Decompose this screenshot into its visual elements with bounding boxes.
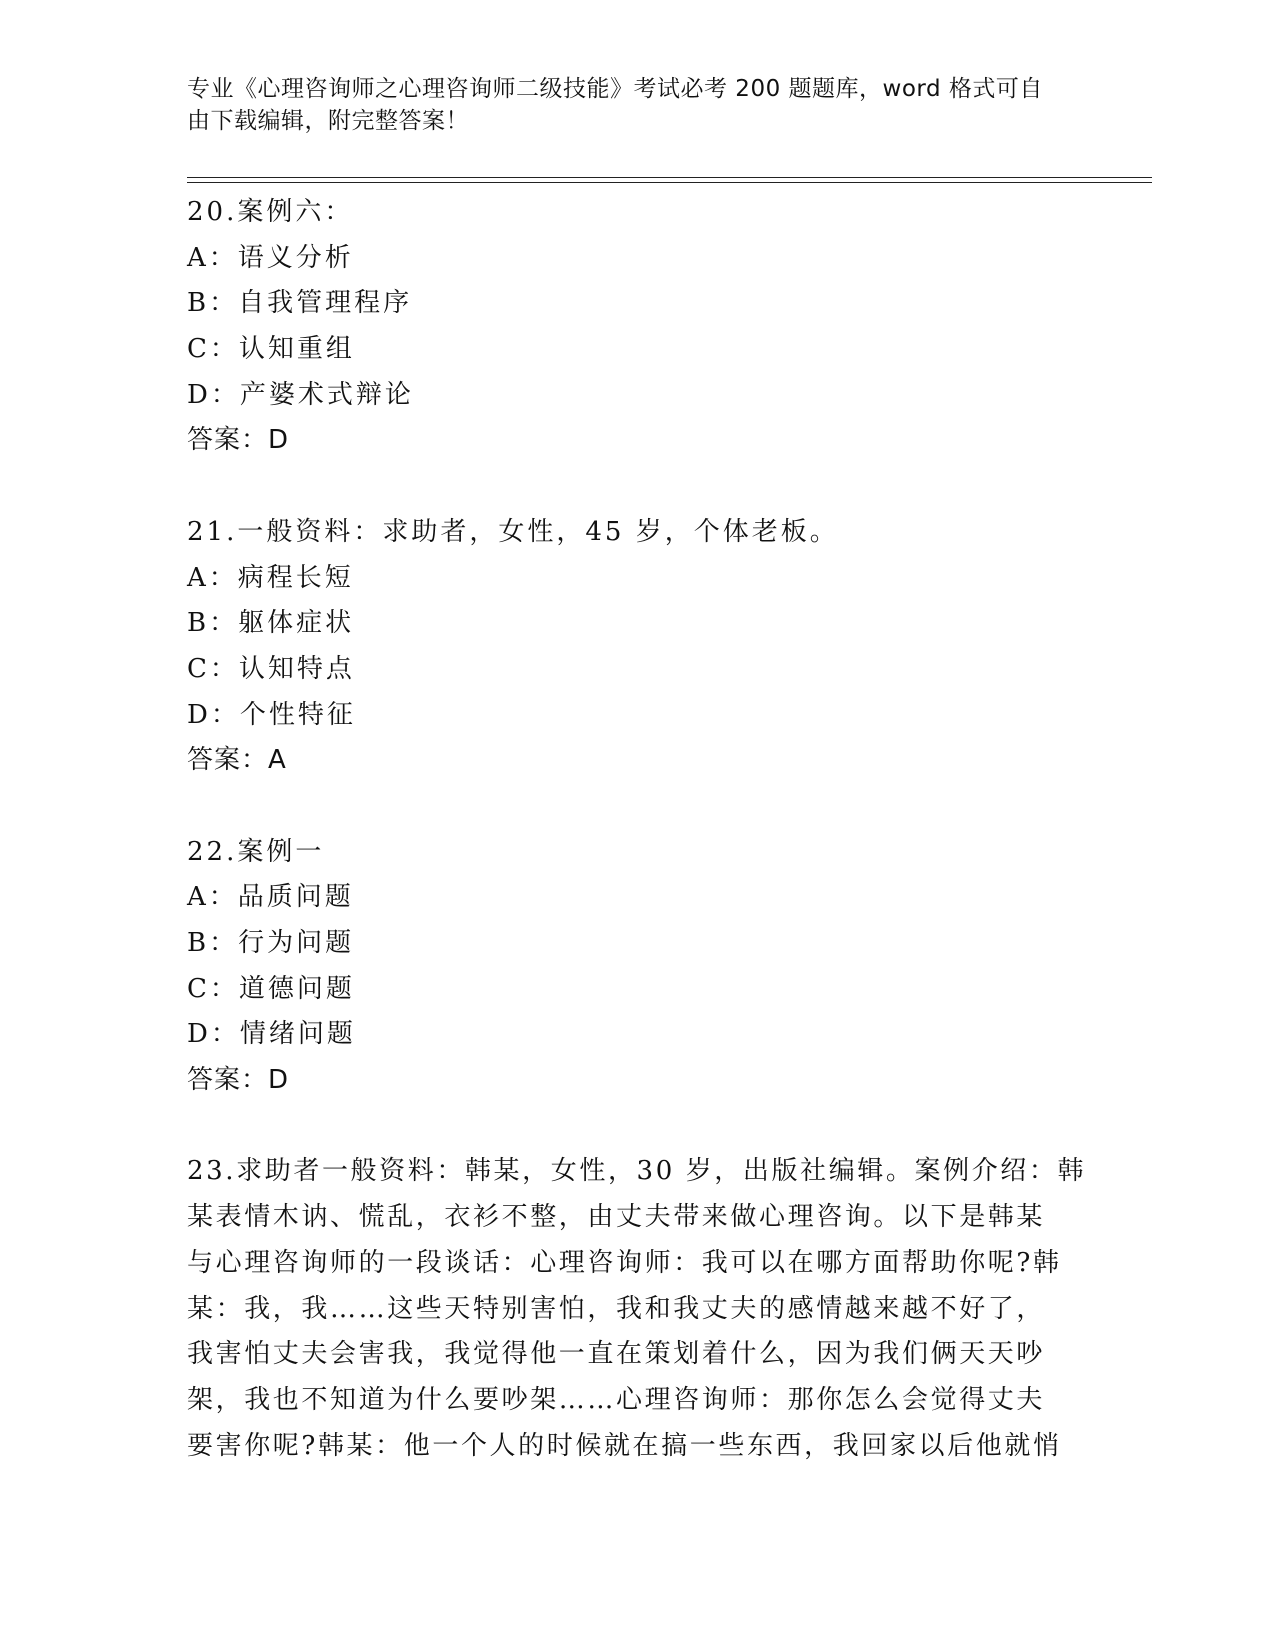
question-23-line: 架，我也不知道为什么要吵架……心理咨询师：那你怎么会觉得丈夫 xyxy=(187,1384,1046,1415)
option-b: B：躯体症状 xyxy=(187,608,355,639)
option-a: A：语义分析 xyxy=(187,242,354,273)
question-23-line: 某表情木讷、慌乱，衣衫不整，由丈夫带来做心理咨询。以下是韩某 xyxy=(187,1202,1046,1233)
option-c: C：认知特点 xyxy=(187,653,355,684)
header-divider-bottom xyxy=(187,182,1152,183)
option-d: D：产婆术式辩论 xyxy=(187,379,414,410)
answer: 答案：A xyxy=(187,745,287,776)
question-23-line: 我害怕丈夫会害我，我觉得他一直在策划着什么，因为我们俩天天吵 xyxy=(187,1339,1046,1370)
question-22 xyxy=(187,830,1087,1104)
header-divider-top xyxy=(187,177,1152,178)
option-b: B：行为问题 xyxy=(187,928,355,958)
question-23-line: 要害你呢?韩某：他一个人的时候就在搞一些东西，我回家以后他就悄 xyxy=(187,1430,1062,1461)
spacer xyxy=(187,464,1087,510)
header-line-1: 专业《心理咨询师之心理咨询师二级技能》考试必考 200 题题库，word 格式可自 xyxy=(187,76,1043,102)
answer: 答案：D xyxy=(187,425,290,456)
question-title: 21.一般资料：求助者，女性，45 岁，个体老板。 xyxy=(187,516,839,547)
option-a: A：病程长短 xyxy=(187,562,354,593)
answer: 答案：D xyxy=(187,1065,290,1096)
question-21 xyxy=(187,510,1087,784)
question-23 xyxy=(187,1149,1087,1469)
question-title: 20.案例六： xyxy=(187,197,354,227)
header-line-2: 由下载编辑，附完整答案！ xyxy=(187,108,469,134)
question-20 xyxy=(187,190,1087,464)
spacer xyxy=(187,784,1087,830)
document-header xyxy=(187,73,1067,137)
option-d: D：情绪问题 xyxy=(187,1019,356,1050)
question-23-line: 23.求助者一般资料：韩某，女性，30 岁，出版社编辑。案例介绍：韩 xyxy=(187,1156,1087,1187)
option-c: C：认知重组 xyxy=(187,334,355,365)
spacer xyxy=(187,1104,1087,1150)
question-23-line: 某：我，我……这些天特别害怕，我和我丈夫的感情越来越不好了， xyxy=(187,1293,1046,1324)
option-c: C：道德问题 xyxy=(187,973,355,1004)
document-body xyxy=(187,190,1087,1469)
option-d: D：个性特征 xyxy=(187,699,356,730)
option-a: A：品质问题 xyxy=(187,882,354,913)
question-23-line: 与心理咨询师的一段谈话：心理咨询师：我可以在哪方面帮助你呢?韩 xyxy=(187,1247,1062,1278)
question-title: 22.案例一 xyxy=(187,836,325,867)
option-b: B：自我管理程序 xyxy=(187,288,413,319)
